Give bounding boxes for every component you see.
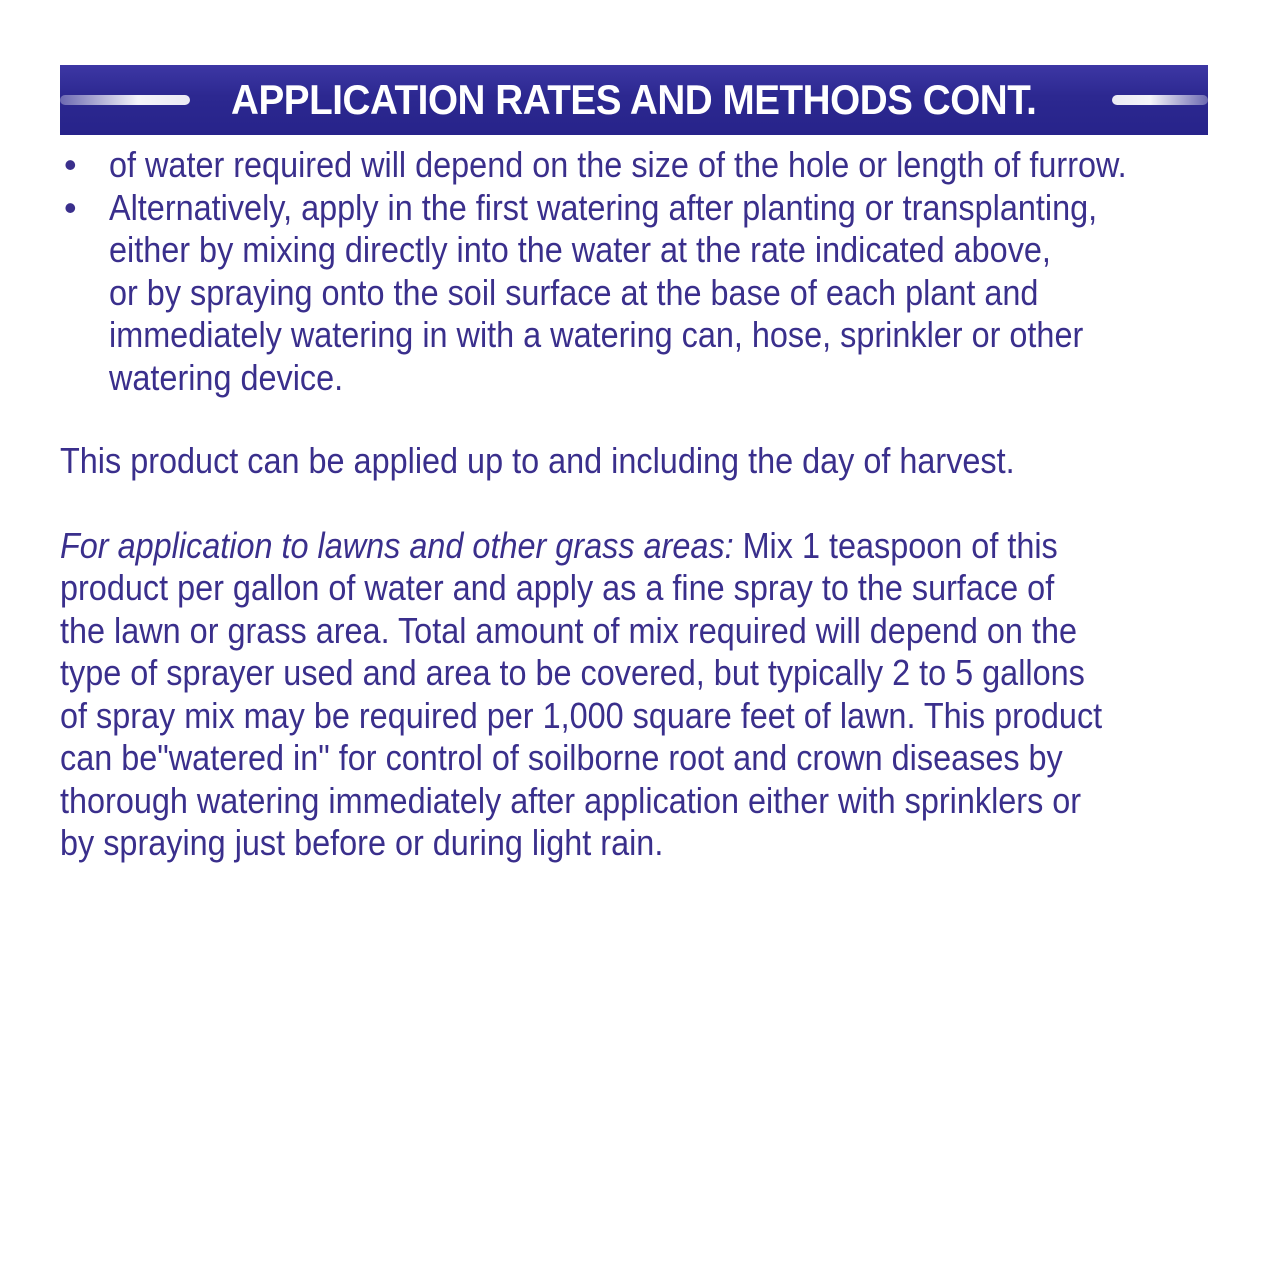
harvest-note <box>60 440 1220 483</box>
lawn-lead-heading: For application to lawns and other grass areas: <box>60 524 734 566</box>
lawn-application-paragraph <box>60 525 1220 865</box>
bullet-line: Alternatively, apply in the first watering after planting or transplanting, <box>109 186 1098 228</box>
lawn-line: product per gallon of water and apply as a fine spray to the surface of <box>60 567 1055 608</box>
bullet-list <box>60 144 1220 399</box>
bullet-line: immediately watering in with a watering can, hose, sprinkler or other <box>109 314 1084 355</box>
lawn-line: type of sprayer used and area to be covered, but typically 2 to 5 gallons <box>60 652 1085 693</box>
lawn-line: Mix 1 teaspoon of this <box>733 524 1058 566</box>
lawn-line: by spraying just before or during light rain. <box>60 822 664 863</box>
bullet-item-alternatively <box>60 187 1220 400</box>
bullet-mark: • <box>64 144 77 185</box>
harvest-note-text: This product can be applied up to and including the day of harvest. <box>60 440 1015 481</box>
bullet-line: or by spraying onto the soil surface at the base of each plant and <box>109 271 1039 313</box>
bullet-text <box>109 187 1097 400</box>
bullet-line: of water required will depend on the size of the hole or length of furrow. <box>109 144 1127 185</box>
bullet-text <box>109 144 1127 187</box>
bullet-item-continued <box>60 144 1220 187</box>
section-title: APPLICATION RATES AND METHODS CONT. <box>231 76 1037 123</box>
header-right-rule <box>1112 95 1208 105</box>
label-body <box>60 144 1220 865</box>
header-left-rule <box>60 95 190 105</box>
section-header-bar <box>60 65 1208 135</box>
bullet-line: watering device. <box>109 356 344 398</box>
bullet-mark: • <box>64 186 77 228</box>
lawn-line: thorough watering immediately after application either with sprinklers or <box>60 779 1082 821</box>
lawn-line: can be"watered in" for control of soilborne root and crown diseases by <box>60 737 1063 778</box>
lawn-paragraph-text <box>60 525 1102 865</box>
lawn-line: the lawn or grass area. Total amount of mix required will depend on the <box>60 609 1077 651</box>
bullet-line: either by mixing directly into the water at the rate indicated above, <box>109 229 1051 270</box>
lawn-line: of spray mix may be required per 1,000 square feet of lawn. This product <box>60 694 1103 736</box>
